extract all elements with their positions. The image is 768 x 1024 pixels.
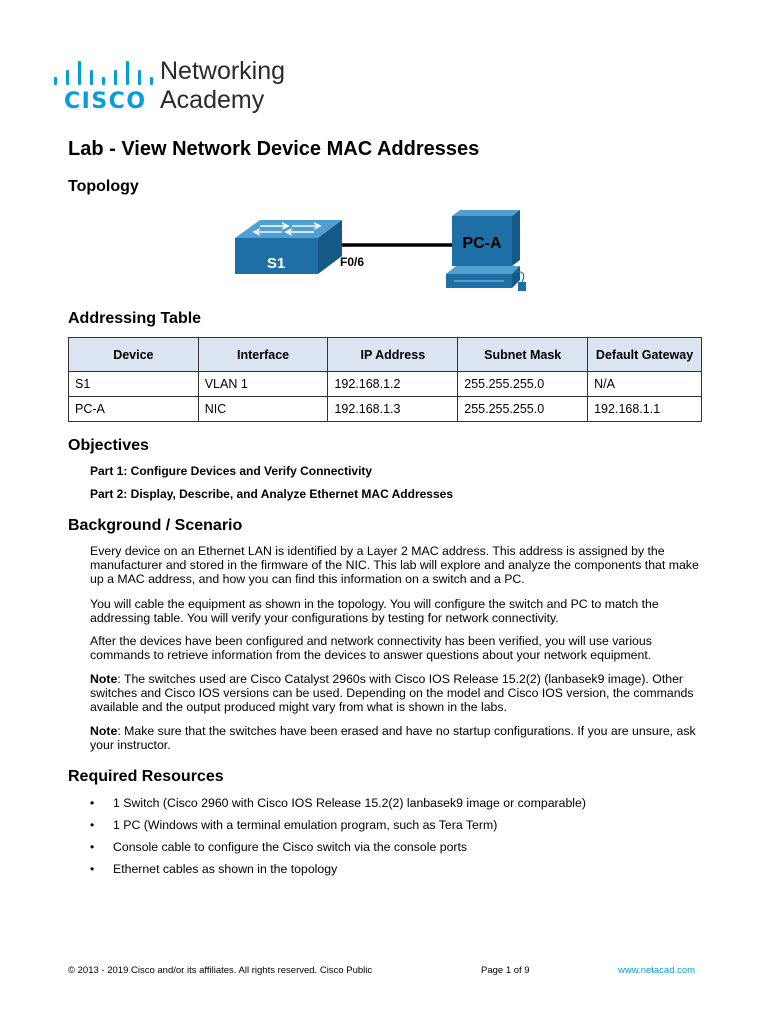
logo-academy-text: Academy [160,86,265,114]
footer-page-number: Page 1 of 9 [481,965,530,976]
pc-label: PC-A [462,235,502,252]
note-text: : The switches used are Cisco Catalyst 2960s with Cisco IOS Release 15.2(2) (lanbasek9 image). Other switches and Cisco IOS versions can be used. Depending on the model and Cisco IOS version, the commands available and the output produced might vary from what is shown in the labs. [90,672,694,714]
table-row [69,397,702,422]
column-header: Subnet Mask [458,338,588,372]
table-cell: N/A [588,372,702,397]
background-paragraph-1: Every device on an Ethernet LAN is identified by a Layer 2 MAC address. This address is assigned by the manufacturer and stored in the firmware of the NIC. This lab will explore and analyze the components that make up a MAC address, and how you can find this information on a switch and a PC. [90,544,699,586]
table-cell: PC-A [69,397,199,422]
table-cell: 192.168.1.3 [328,397,458,422]
addressing-table-heading: Addressing Table [68,310,202,327]
cisco-wordmark: CISCO [64,89,147,114]
table-cell: 192.168.1.1 [588,397,702,422]
table-cell: NIC [198,397,328,422]
document-title: Lab - View Network Device MAC Addresses [68,138,480,160]
background-heading: Background / Scenario [68,517,243,534]
note-paragraph-2 [90,724,702,752]
list-item: • Console cable to configure the Cisco switch via the console ports [90,840,586,862]
resources-list [90,796,586,884]
background-paragraph-2: You will cable the equipment as shown in the topology. You will configure the switch and PC to match the addressing table. You will verify your configurations by testing for network connectivity. [90,597,659,625]
topology-heading: Topology [68,178,139,195]
table-cell: 192.168.1.2 [328,372,458,397]
background-paragraph-3: After the devices have been configured and network connectivity has been verified, you will use various commands to retrieve information from the devices to answer questions about your network equipment. [90,634,652,662]
column-header: Default Gateway [588,338,702,372]
list-item: • 1 Switch (Cisco 2960 with Cisco IOS Release 15.2(2) lanbasek9 image or comparable) [90,796,586,818]
note-label: Note [90,724,118,738]
footer-copyright: © 2013 - 2019 Cisco and/or its affiliates. All rights reserved. Cisco Public [68,965,373,976]
topology-diagram [230,208,540,300]
note-label: Note [90,672,118,686]
resources-heading: Required Resources [68,768,224,785]
objective-part-2: Part 2: Display, Describe, and Analyze Ethernet MAC Addresses [90,487,454,501]
table-cell: VLAN 1 [198,372,328,397]
column-header: Device [69,338,199,372]
switch-icon [235,220,342,274]
cisco-networking-academy-logo [54,55,314,117]
table-cell: 255.255.255.0 [458,397,588,422]
objectives-heading: Objectives [68,437,149,454]
footer-url-link[interactable]: www.netacad.com [618,965,696,976]
column-header: IP Address [328,338,458,372]
table-cell: 255.255.255.0 [458,372,588,397]
table-header-row [69,338,702,372]
objective-part-1: Part 1: Configure Devices and Verify Connectivity [90,464,373,478]
addressing-table [68,337,702,422]
note-paragraph-1 [90,672,702,714]
port-label: F0/6 [340,255,365,269]
table-cell: S1 [69,372,199,397]
table-row [69,372,702,397]
list-item: • Ethernet cables as shown in the topology [90,862,586,884]
column-header: Interface [198,338,328,372]
note-text: : Make sure that the switches have been erased and have no startup configurations. If you are unsure, ask your instructor. [90,724,696,752]
switch-label: S1 [266,255,286,272]
logo-networking-text: Networking [160,57,286,85]
list-item: • 1 PC (Windows with a terminal emulation program, such as Tera Term) [90,818,586,840]
cisco-bridge-icon [54,61,150,85]
